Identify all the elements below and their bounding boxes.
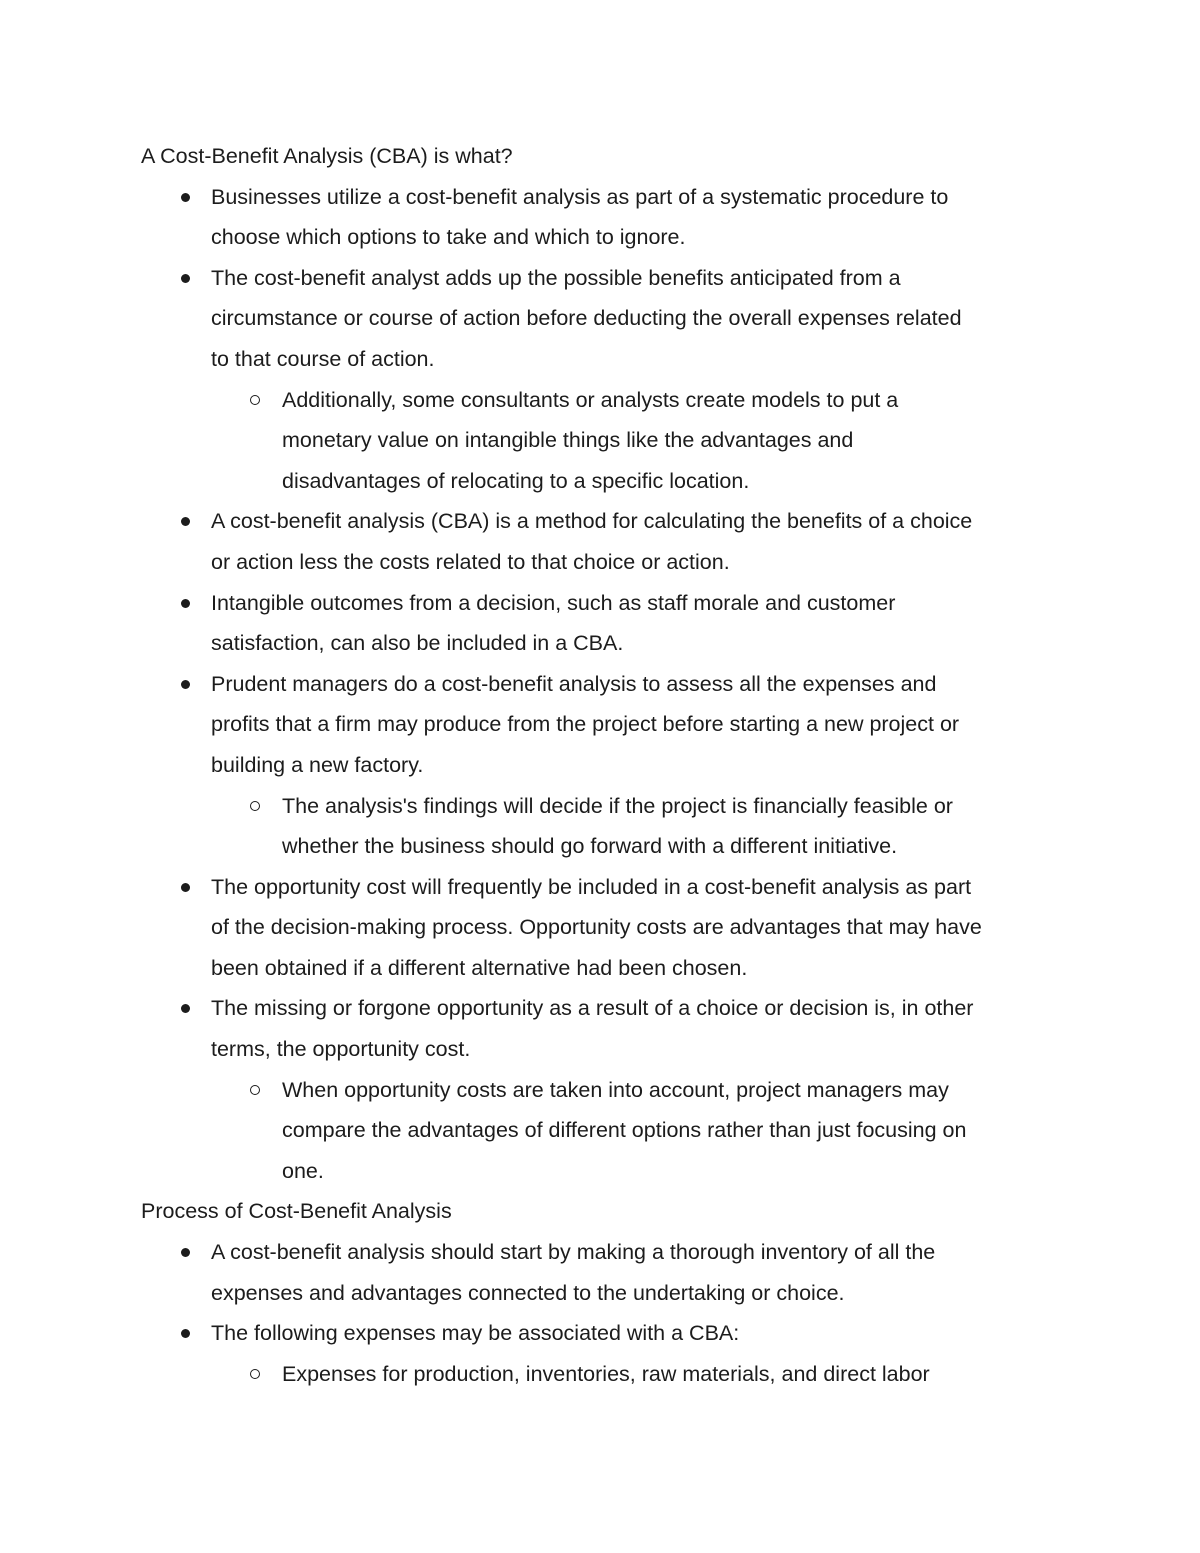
sub-list-item [141,1354,1071,1395]
list-item-text-line: terms, the opportunity cost. [211,1037,471,1062]
list-item-text-line: The following expenses may be associated with a CBA: [211,1321,740,1346]
filled-bullet-icon [181,517,190,526]
list-item-text-line: satisfaction, can also be included in a CBA. [211,631,624,656]
section-heading: Process of Cost-Benefit Analysis [141,1199,452,1224]
list-item [141,177,1071,258]
list-item-text-line: expenses and advantages connected to the undertaking or choice. [211,1280,845,1305]
list-item-text-line: of the decision-making process. Opportunity costs are advantages that may have [211,915,982,940]
filled-bullet-icon [181,680,190,689]
sub-list-item [141,786,1071,867]
list-item-text-line: Prudent managers do a cost-benefit analysis to assess all the expenses and [211,671,937,696]
list-item-text-line: or action less the costs related to that choice or action. [211,549,730,574]
list-item-text-line: one. [282,1158,324,1183]
list-item-text-line: A cost-benefit analysis (CBA) is a method for calculating the benefits of a choice [211,509,973,534]
list-item-text-line: A cost-benefit analysis should start by making a thorough inventory of all the [211,1240,936,1265]
sub-list-item [141,380,1071,502]
list-item-text-line: Intangible outcomes from a decision, such as staff morale and customer [211,590,896,615]
list-item [141,1313,1071,1354]
filled-bullet-icon [181,1329,190,1338]
list-item-text-line: The cost-benefit analyst adds up the possible benefits anticipated from a [211,265,901,290]
list-item-text-line: Additionally, some consultants or analysts create models to put a [282,387,899,412]
list-item-text-line: circumstance or course of action before deducting the overall expenses related [211,306,962,331]
filled-bullet-icon [181,1004,190,1013]
list-item-text-line: compare the advantages of different options rather than just focusing on [282,1118,967,1143]
list-item-text-line: The analysis's findings will decide if the project is financially feasible or [282,793,953,818]
filled-bullet-icon [181,193,190,202]
filled-bullet-icon [181,883,190,892]
list-item-text-line: building a new factory. [211,752,424,777]
list-item-text-line: to that course of action. [211,346,435,371]
list-item [141,867,1071,989]
hollow-bullet-icon [250,395,260,405]
list-item [141,664,1071,786]
list-item-text-line: disadvantages of relocating to a specific location. [282,468,750,493]
list-item-text-line: Expenses for production, inventories, raw materials, and direct labor [282,1361,930,1386]
list-item-text-line: been obtained if a different alternative had been chosen. [211,955,748,980]
filled-bullet-icon [181,1248,190,1257]
filled-bullet-icon [181,599,190,608]
list-item-text-line: The missing or forgone opportunity as a result of a choice or decision is, in other [211,996,974,1021]
filled-bullet-icon [181,274,190,283]
section-heading: A Cost-Benefit Analysis (CBA) is what? [141,144,513,168]
list-item-text-line: monetary value on intangible things like the advantages and [282,428,854,453]
list-item-text-line: profits that a firm may produce from the project before starting a new project or [211,712,960,737]
hollow-bullet-icon [250,1085,260,1095]
document-body [141,136,1071,1394]
list-item [141,501,1071,582]
list-item-text-line: Businesses utilize a cost-benefit analysis as part of a systematic procedure to [211,184,949,209]
hollow-bullet-icon [250,1369,260,1379]
list-item-text-line: When opportunity costs are taken into account, project managers may [282,1077,949,1102]
list-item-text-line: The opportunity cost will frequently be included in a cost-benefit analysis as part [211,874,972,899]
list-item [141,583,1071,664]
list-item-text-line: whether the business should go forward with a different initiative. [282,834,898,859]
list-item-text-line: choose which options to take and which to ignore. [211,225,686,250]
list-item [141,1232,1071,1313]
list-item [141,988,1071,1069]
hollow-bullet-icon [250,801,260,811]
list-item [141,258,1071,380]
sub-list-item [141,1070,1071,1192]
